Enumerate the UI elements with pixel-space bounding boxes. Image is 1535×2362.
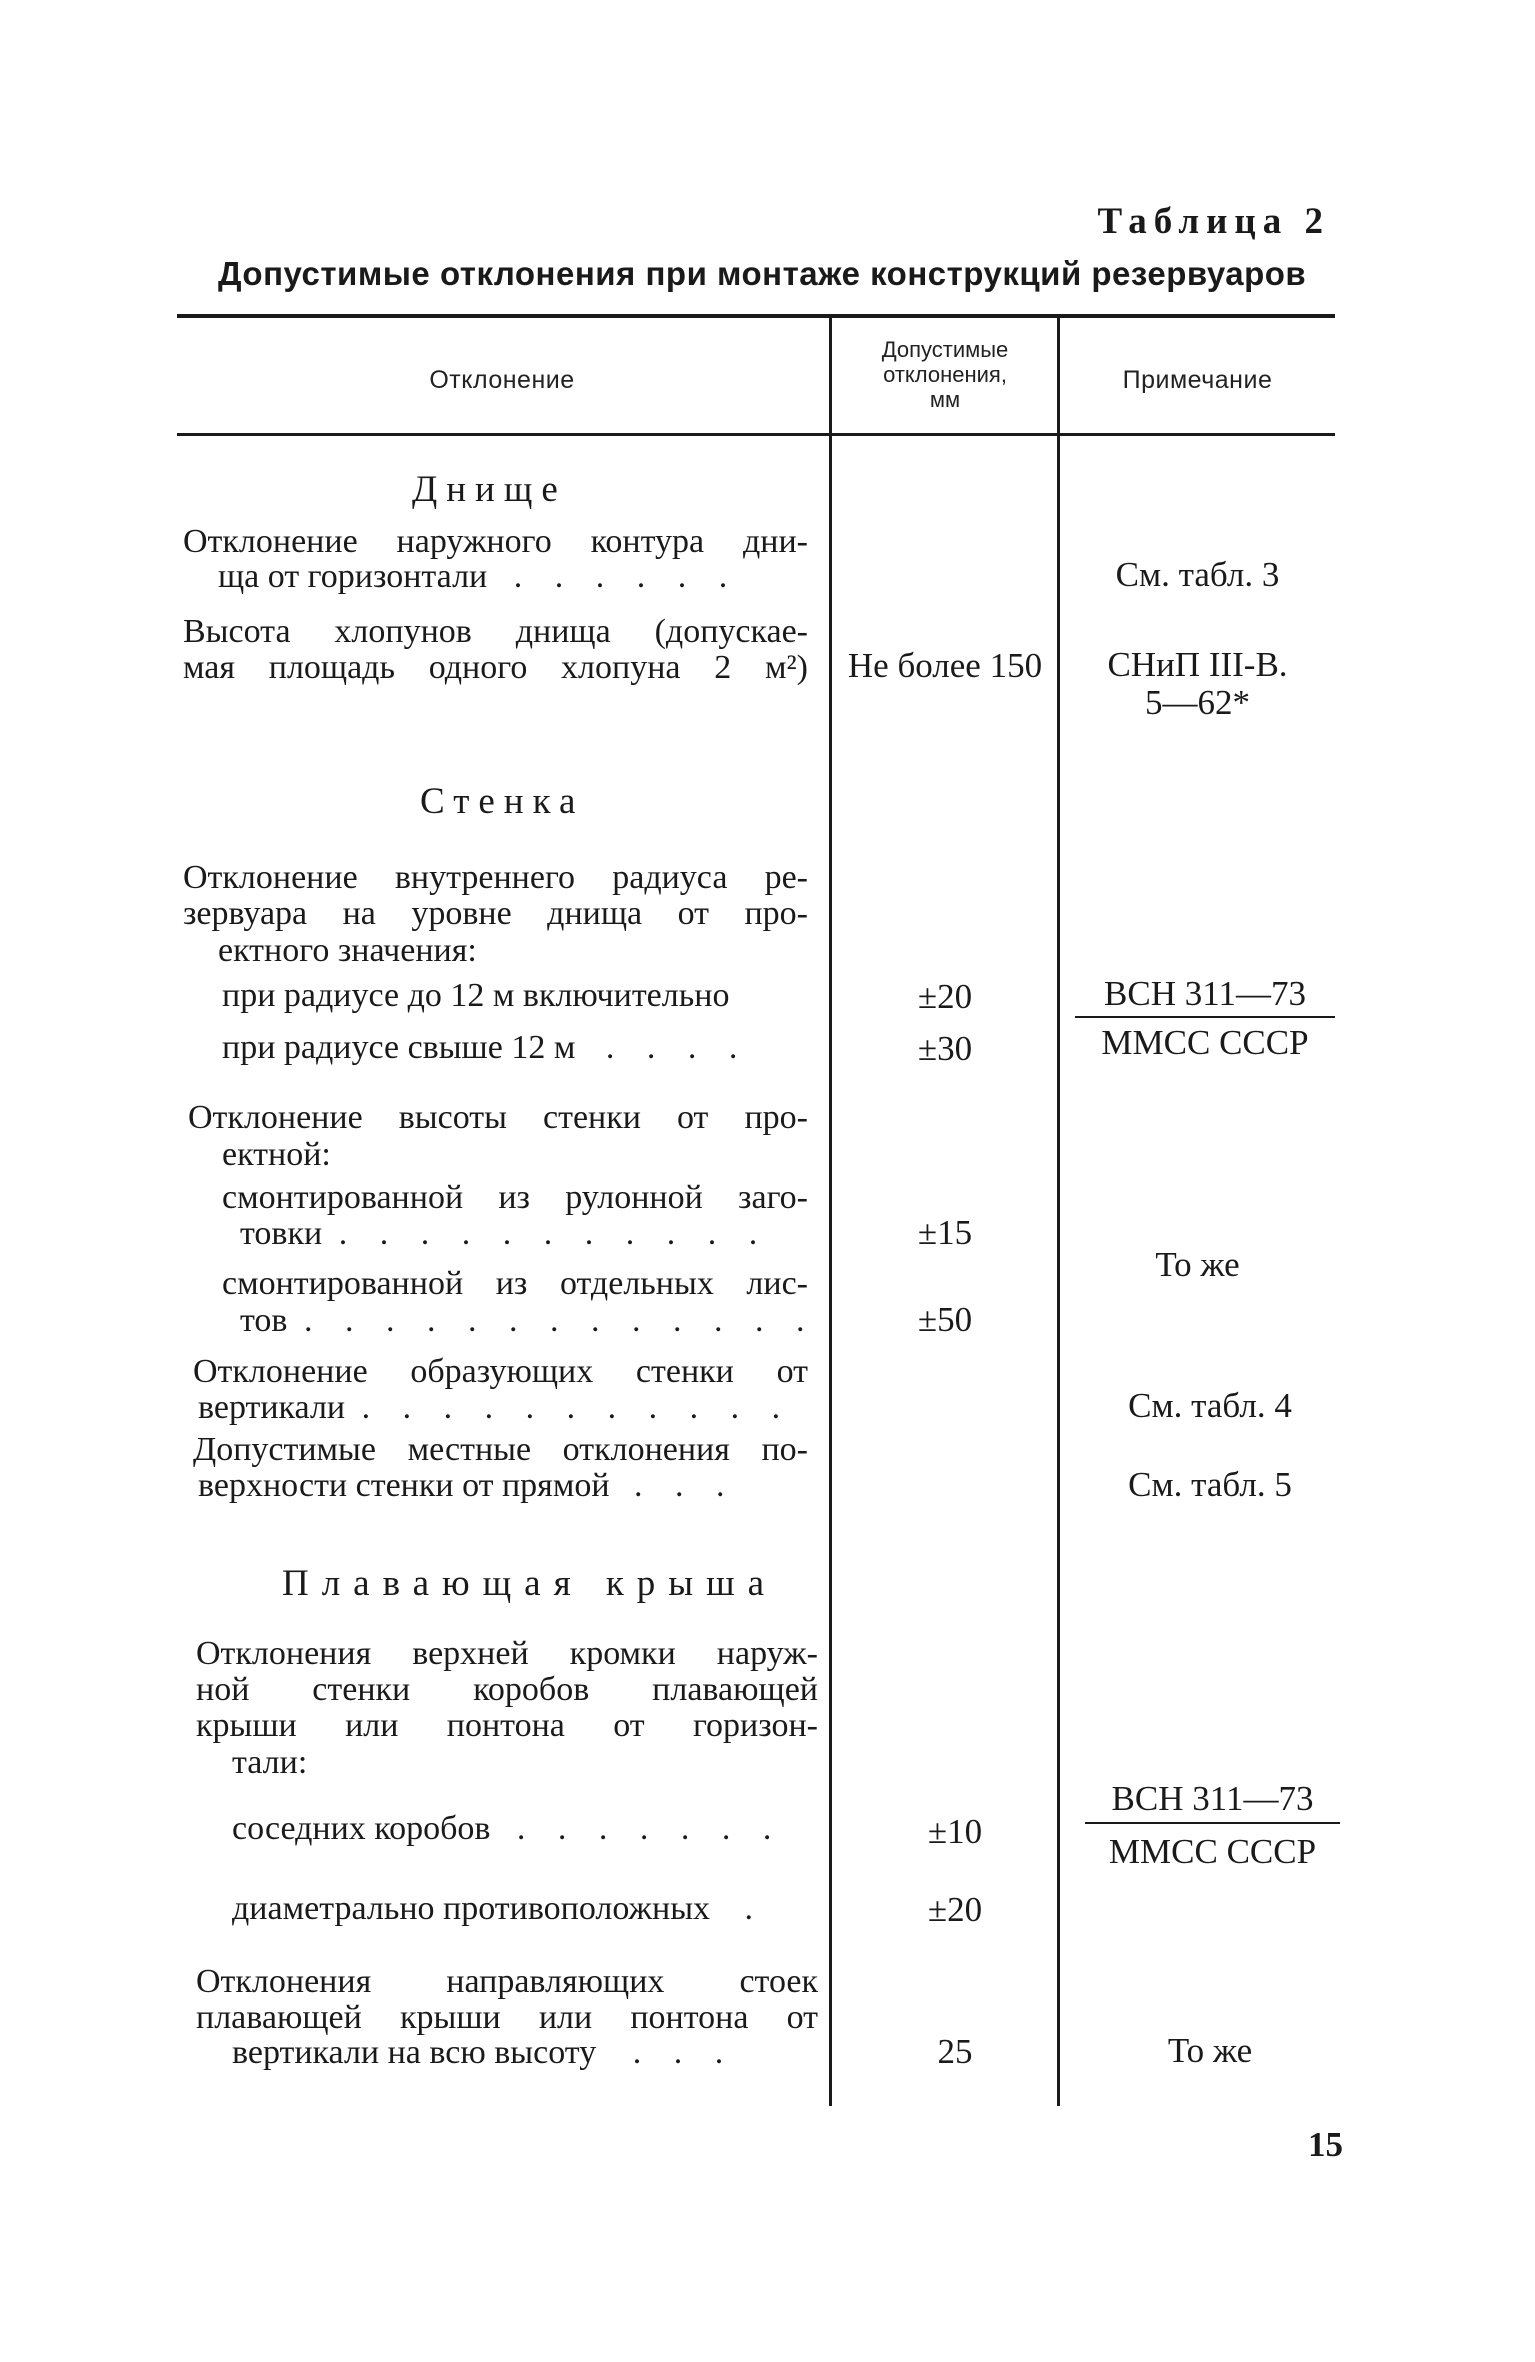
text-line: тов bbox=[240, 1302, 288, 1339]
row-r2-value: Не более 150 bbox=[847, 646, 1043, 685]
leader-dots: . . . . . . . bbox=[516, 1810, 784, 1847]
fraction-rule bbox=[1085, 1822, 1340, 1824]
row-r7a-text bbox=[232, 1810, 783, 1848]
text-line: верхности стенки от прямой bbox=[198, 1467, 610, 1504]
text-line: Допустимые местные отклонения по- bbox=[193, 1431, 808, 1468]
header-tolerance bbox=[835, 337, 1055, 412]
row-r3a-text: при радиусе до 12 м включительно bbox=[222, 977, 730, 1014]
row-r5-text bbox=[193, 1354, 808, 1390]
text-line: Отклонения верхней кромки наруж- bbox=[196, 1635, 818, 1672]
text-line: Отклонение наружного контура дни- bbox=[183, 523, 808, 560]
row-r4-text bbox=[188, 1100, 808, 1136]
section-wall: Стенка bbox=[420, 781, 585, 822]
row-r4a-last bbox=[240, 1215, 769, 1253]
row-r3b-text bbox=[222, 1029, 749, 1067]
row-r4a-value: ±15 bbox=[917, 1213, 973, 1252]
column-divider-1 bbox=[829, 318, 832, 2106]
row-r6-text bbox=[193, 1432, 808, 1468]
row-r1-text bbox=[183, 524, 808, 560]
table-label: Таблица 2 bbox=[1097, 201, 1330, 242]
row-r4b-text bbox=[222, 1266, 808, 1302]
row-r3-note-numerator: ВСН 311—73 bbox=[1104, 974, 1306, 1013]
text-line: при радиусе свыше 12 м bbox=[222, 1029, 576, 1066]
fraction-rule bbox=[1075, 1016, 1335, 1018]
leader-dots: . . . . bbox=[605, 1029, 750, 1066]
leader-dots: . . . . . . . . . . . bbox=[338, 1215, 770, 1252]
text-line: Отклонение образующих стенки от bbox=[193, 1353, 808, 1390]
row-r7b-value: ±20 bbox=[927, 1890, 983, 1929]
row-r7-note-numerator: ВСН 311—73 bbox=[1111, 1779, 1314, 1818]
leader-dots: . . . . . . bbox=[513, 558, 740, 595]
row-r1-note: См. табл. 3 bbox=[1115, 555, 1280, 594]
text-line: мая площадь одного хлопуна 2 м²) bbox=[183, 649, 808, 686]
text-line: вертикали на всю высоту bbox=[232, 2034, 597, 2071]
leader-dots: . . . bbox=[632, 2034, 736, 2071]
text-line: товки bbox=[240, 1215, 323, 1252]
text-line: смонтированной из отдельных лис- bbox=[222, 1265, 808, 1302]
text-line: Отклонение высоты стенки от про- bbox=[188, 1099, 808, 1136]
text-line: плавающей крыши или понтона от bbox=[196, 1999, 818, 2036]
section-roof: Плавающая крыша bbox=[282, 1563, 778, 1604]
row-r5-note: См. табл. 4 bbox=[1128, 1386, 1292, 1425]
row-r4b-value: ±50 bbox=[917, 1300, 973, 1339]
text-line: тали: bbox=[232, 1744, 308, 1781]
row-r5-last bbox=[198, 1389, 792, 1427]
row-r7a-value: ±10 bbox=[927, 1812, 983, 1851]
row-r8-value: 25 bbox=[937, 2032, 973, 2071]
note-line: 5—62* bbox=[1145, 683, 1250, 722]
leader-dots: . bbox=[744, 1890, 766, 1927]
text-line: Высота хлопунов днища (допускае- bbox=[183, 613, 808, 650]
text-line: ектного значения: bbox=[218, 932, 477, 969]
leader-dots: . . . . . . . . . . . . . bbox=[303, 1302, 817, 1339]
row-r8-last bbox=[232, 2034, 735, 2072]
header-tolerance-line: Допустимые bbox=[881, 337, 1009, 362]
text-line: ектной: bbox=[222, 1136, 331, 1173]
row-r3-text bbox=[183, 860, 808, 932]
text-line: вертикали bbox=[198, 1389, 346, 1426]
row-r3a-value: ±20 bbox=[917, 977, 973, 1016]
table-top-rule bbox=[177, 314, 1335, 318]
row-r7-text bbox=[196, 1636, 818, 1744]
table-title: Допустимые отклонения при монтаже конструкций резервуаров bbox=[218, 255, 1307, 292]
text-line: смонтированной из рулонной заго- bbox=[222, 1179, 808, 1216]
row-r7b-text bbox=[232, 1890, 765, 1928]
header-tolerance-line: мм bbox=[929, 387, 961, 412]
row-r1-last bbox=[218, 558, 739, 596]
leader-dots: . . . . . . . . . . . bbox=[361, 1389, 793, 1426]
row-r8-note: То же bbox=[1167, 2031, 1253, 2070]
section-bottom: Днище bbox=[412, 469, 567, 510]
row-r3-note-denominator: ММСС СССР bbox=[1101, 1023, 1309, 1062]
text-line: Отклонения направляющих стоек bbox=[196, 1963, 818, 2000]
page-number: 15 bbox=[1308, 2125, 1343, 2164]
row-r6-last bbox=[198, 1467, 737, 1505]
row-r4a-text bbox=[222, 1180, 808, 1216]
row-r2-note bbox=[1060, 646, 1335, 722]
header-bottom-rule bbox=[177, 433, 1335, 436]
header-note: Примечание bbox=[1122, 366, 1273, 394]
text-line: ща от горизонтали bbox=[218, 558, 488, 595]
header-tolerance-line: отклонения, bbox=[883, 362, 1007, 387]
text-line: зервуара на уровне днища от про- bbox=[183, 895, 808, 932]
header-deviation: Отклонение bbox=[429, 366, 575, 394]
row-r4b-last bbox=[240, 1302, 816, 1340]
row-r4-note: То же bbox=[1155, 1245, 1240, 1284]
text-line: Отклонение внутреннего радиуса ре- bbox=[183, 859, 808, 896]
text-line: крыши или понтона от горизон- bbox=[196, 1707, 818, 1744]
text-line: диаметрально противоположных bbox=[232, 1890, 711, 1927]
row-r7-note-denominator: ММСС СССР bbox=[1108, 1832, 1317, 1871]
row-r6-note: См. табл. 5 bbox=[1128, 1465, 1292, 1504]
note-line: СНиП III-В. bbox=[1107, 645, 1288, 684]
row-r3b-value: ±30 bbox=[917, 1029, 973, 1068]
leader-dots: . . . bbox=[634, 1467, 737, 1504]
row-r8-text bbox=[196, 1964, 818, 2036]
row-r2-text bbox=[183, 614, 808, 686]
text-line: ной стенки коробов плавающей bbox=[196, 1671, 818, 1708]
text-line: соседних коробов bbox=[232, 1810, 491, 1847]
